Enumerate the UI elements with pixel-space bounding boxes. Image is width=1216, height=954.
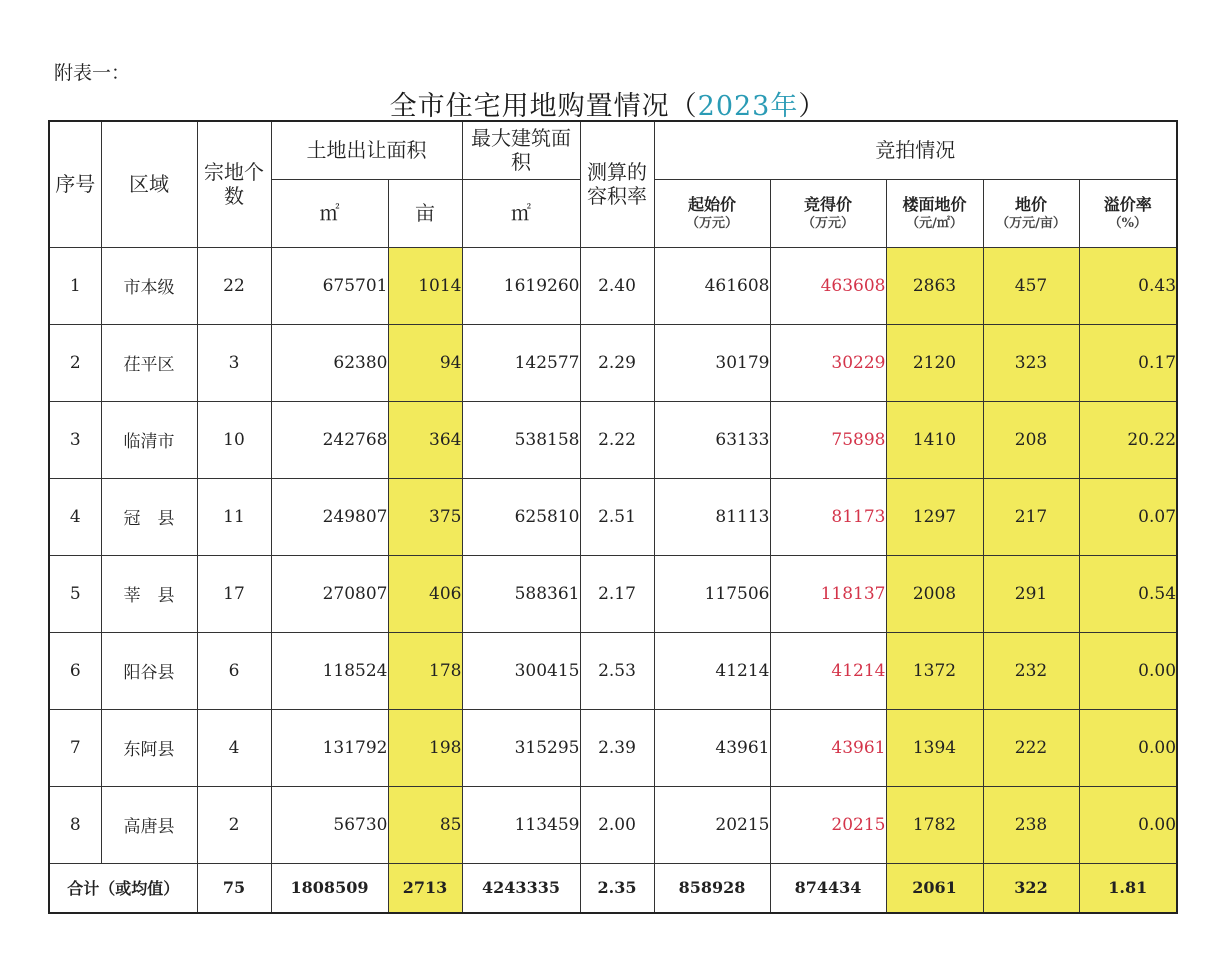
cell-premium: 0.17 [1079,324,1177,401]
cell-area-m2: 242768 [271,401,388,478]
total-row [49,863,1177,913]
cell-count: 6 [197,632,271,709]
cell-count: 10 [197,401,271,478]
cell-premium: 0.00 [1079,709,1177,786]
cell-land: 323 [983,324,1079,401]
cell-win: 81173 [770,478,886,555]
cell-region: 高唐县 [101,786,197,863]
cell-area-m2: 131792 [271,709,388,786]
cell-floor: 1372 [886,632,983,709]
cell-floor: 1782 [886,786,983,863]
header-max-build-m2: ㎡ [462,179,580,247]
cell-start: 117506 [654,555,770,632]
cell-region: 市本级 [101,247,197,324]
cell-area-mu: 94 [388,324,462,401]
title-end: ） [798,91,827,122]
cell-build: 1619260 [462,247,580,324]
total-start: 858928 [654,863,770,913]
cell-far: 2.29 [580,324,654,401]
table-row [49,247,1177,324]
cell-land: 222 [983,709,1079,786]
table-row [49,478,1177,555]
cell-region: 莘 县 [101,555,197,632]
cell-far: 2.40 [580,247,654,324]
cell-count: 3 [197,324,271,401]
cell-win: 41214 [770,632,886,709]
cell-seq: 5 [49,555,101,632]
cell-seq: 3 [49,401,101,478]
cell-area-mu: 375 [388,478,462,555]
cell-premium: 0.54 [1079,555,1177,632]
header-land-area: 土地出让面积 [271,121,462,179]
cell-build: 588361 [462,555,580,632]
cell-win: 118137 [770,555,886,632]
table-caption: 附表一： [54,62,131,84]
cell-land: 238 [983,786,1079,863]
cell-start: 43961 [654,709,770,786]
header-max-build: 最大建筑面积 [462,121,580,179]
cell-seq: 4 [49,478,101,555]
cell-area-mu: 1014 [388,247,462,324]
cell-far: 2.17 [580,555,654,632]
cell-area-m2: 118524 [271,632,388,709]
cell-premium: 20.22 [1079,401,1177,478]
cell-land: 208 [983,401,1079,478]
cell-start: 81113 [654,478,770,555]
cell-build: 625810 [462,478,580,555]
cell-floor: 1394 [886,709,983,786]
cell-floor: 1297 [886,478,983,555]
total-win: 874434 [770,863,886,913]
cell-area-m2: 270807 [271,555,388,632]
cell-premium: 0.43 [1079,247,1177,324]
cell-start: 63133 [654,401,770,478]
cell-count: 22 [197,247,271,324]
cell-area-m2: 62380 [271,324,388,401]
cell-area-mu: 364 [388,401,462,478]
header-start-price: 起始价 （万元） [654,179,770,247]
cell-start: 461608 [654,247,770,324]
cell-start: 20215 [654,786,770,863]
total-area-m2: 1808509 [271,863,388,913]
cell-build: 300415 [462,632,580,709]
cell-land: 457 [983,247,1079,324]
header-far: 测算的容积率 [580,121,654,247]
cell-premium: 0.00 [1079,632,1177,709]
header-count: 宗地个数 [197,121,271,247]
header-seq: 序号 [49,121,101,247]
header-premium: 溢价率 （%） [1079,179,1177,247]
cell-build: 113459 [462,786,580,863]
table-row [49,401,1177,478]
table-row [49,632,1177,709]
cell-area-mu: 406 [388,555,462,632]
title-year: 2023年 [697,91,799,122]
table-row [49,555,1177,632]
cell-start: 30179 [654,324,770,401]
cell-count: 17 [197,555,271,632]
cell-far: 2.53 [580,632,654,709]
cell-build: 538158 [462,401,580,478]
cell-win: 43961 [770,709,886,786]
cell-seq: 6 [49,632,101,709]
cell-far: 2.22 [580,401,654,478]
page-title [0,84,1216,123]
header-auction: 竞拍情况 [654,121,1177,179]
cell-win: 30229 [770,324,886,401]
cell-land: 232 [983,632,1079,709]
cell-area-mu: 198 [388,709,462,786]
cell-seq: 7 [49,709,101,786]
cell-area-m2: 56730 [271,786,388,863]
cell-region: 茌平区 [101,324,197,401]
total-floor: 2061 [886,863,983,913]
cell-far: 2.00 [580,786,654,863]
cell-start: 41214 [654,632,770,709]
cell-land: 217 [983,478,1079,555]
land-purchase-table [48,120,1178,914]
cell-seq: 8 [49,786,101,863]
cell-premium: 0.00 [1079,786,1177,863]
cell-floor: 2008 [886,555,983,632]
cell-far: 2.51 [580,478,654,555]
cell-win: 463608 [770,247,886,324]
header-floor-price: 楼面地价 （元/㎡） [886,179,983,247]
cell-premium: 0.07 [1079,478,1177,555]
header-land-area-mu: 亩 [388,179,462,247]
cell-floor: 2863 [886,247,983,324]
table-row [49,324,1177,401]
cell-count: 4 [197,709,271,786]
cell-area-mu: 85 [388,786,462,863]
cell-build: 142577 [462,324,580,401]
table-row [49,709,1177,786]
cell-area-m2: 249807 [271,478,388,555]
total-label: 合计（或均值） [49,863,197,913]
total-build: 4243335 [462,863,580,913]
cell-build: 315295 [462,709,580,786]
header-win-price: 竞得价 （万元） [770,179,886,247]
header-region: 区域 [101,121,197,247]
header-land-area-m2: ㎡ [271,179,388,247]
cell-floor: 1410 [886,401,983,478]
total-land: 322 [983,863,1079,913]
cell-seq: 2 [49,324,101,401]
cell-region: 冠 县 [101,478,197,555]
cell-region: 阳谷县 [101,632,197,709]
cell-seq: 1 [49,247,101,324]
table-row [49,786,1177,863]
cell-land: 291 [983,555,1079,632]
cell-region: 东阿县 [101,709,197,786]
total-count: 75 [197,863,271,913]
cell-far: 2.39 [580,709,654,786]
header-land-price: 地价 （万元/亩） [983,179,1079,247]
total-premium: 1.81 [1079,863,1177,913]
cell-area-mu: 178 [388,632,462,709]
title-main: 全市住宅用地购置情况（ [389,91,698,122]
total-far: 2.35 [580,863,654,913]
cell-region: 临清市 [101,401,197,478]
cell-area-m2: 675701 [271,247,388,324]
cell-count: 2 [197,786,271,863]
cell-win: 20215 [770,786,886,863]
total-area-mu: 2713 [388,863,462,913]
cell-floor: 2120 [886,324,983,401]
cell-win: 75898 [770,401,886,478]
cell-count: 11 [197,478,271,555]
